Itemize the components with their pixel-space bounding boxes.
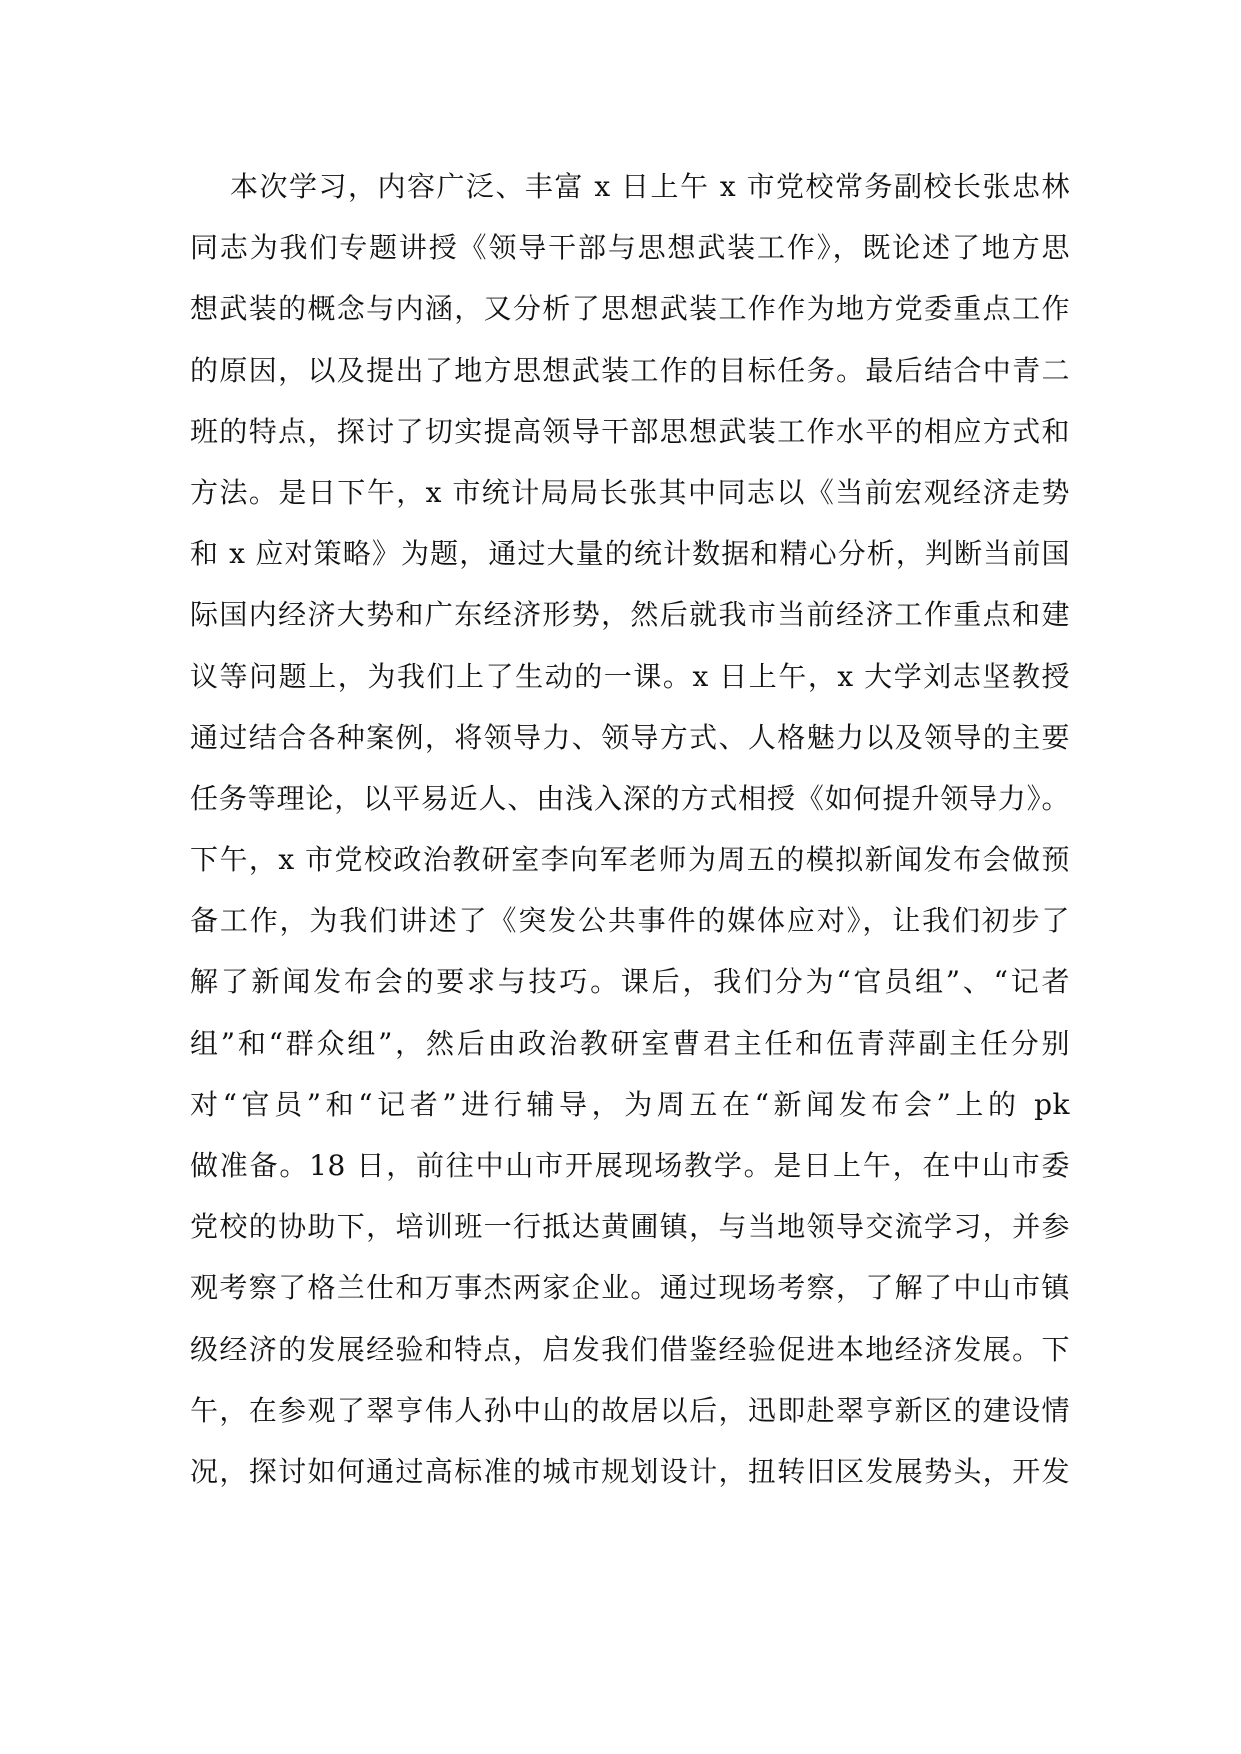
paragraph-line: 况，探讨如何通过高标准的城市规划设计，扭转旧区发展势头，开发 (190, 1454, 1070, 1488)
paragraph-line: 做准备。18 日，前往中山市开展现场教学。是日上午，在中山市委 (190, 1149, 1070, 1182)
paragraph-line: 党校的协助下，培训班一行抵达黄圃镇，与当地领导交流学习，并参 (190, 1210, 1070, 1244)
paragraph-line: 方法。是日下午，x 市统计局局长张其中同志以《当前宏观经济走势 (190, 475, 1070, 509)
paragraph-line: 同志为我们专题讲授《领导干部与思想武装工作》，既论述了地方思 (190, 231, 1070, 265)
paragraph-line: 通过结合各种案例，将领导力、领导方式、人格魅力以及领导的主要 (190, 720, 1070, 754)
paragraph-line: 班的特点，探讨了切实提高领导干部思想武装工作水平的相应方式和 (190, 414, 1070, 448)
paragraph-line: 想武装的概念与内涵，又分析了思想武装工作作为地方党委重点工作 (190, 292, 1070, 326)
paragraph-line: 备工作，为我们讲述了《突发公共事件的媒体应对》，让我们初步了 (190, 904, 1070, 938)
paragraph-line: 午，在参观了翠亨伟人孙中山的故居以后，迅即赴翠亨新区的建设情 (190, 1393, 1070, 1427)
paragraph-line: 议等问题上，为我们上了生动的一课。x 日上午，x 大学刘志坚教授 (190, 659, 1070, 693)
paragraph-line: 任务等理论，以平易近人、由浅入深的方式相授《如何提升领导力》。 (190, 781, 1070, 815)
paragraph-line: 下午，x 市党校政治教研室李向军老师为周五的模拟新闻发布会做预 (190, 843, 1070, 877)
paragraph-line: 际国内经济大势和广东经济形势，然后就我市当前经济工作重点和建 (190, 598, 1070, 632)
body-paragraph (190, 156, 1070, 1502)
paragraph-line: 对“官员”和“记者”进行辅导，为周五在“新闻发布会”上的 pk (190, 1087, 1070, 1121)
paragraph-line: 级经济的发展经验和特点，启发我们借鉴经验促进本地经济发展。下 (190, 1332, 1070, 1366)
paragraph-line: 本次学习，内容广泛、丰富 x 日上午 x 市党校常务副校长张忠林 (230, 170, 1070, 203)
paragraph-line: 观考察了格兰仕和万事杰两家企业。通过现场考察，了解了中山市镇 (190, 1271, 1070, 1305)
paragraph-line: 解了新闻发布会的要求与技巧。课后，我们分为“官员组”、“记者 (190, 965, 1070, 999)
paragraph-line: 的原因，以及提出了地方思想武装工作的目标任务。最后结合中青二 (190, 353, 1070, 387)
paragraph-line: 和 x 应对策略》为题，通过大量的统计数据和精心分析，判断当前国 (190, 537, 1070, 571)
paragraph-line: 组”和“群众组”，然后由政治教研室曹君主任和伍青萍副主任分别 (190, 1026, 1070, 1060)
